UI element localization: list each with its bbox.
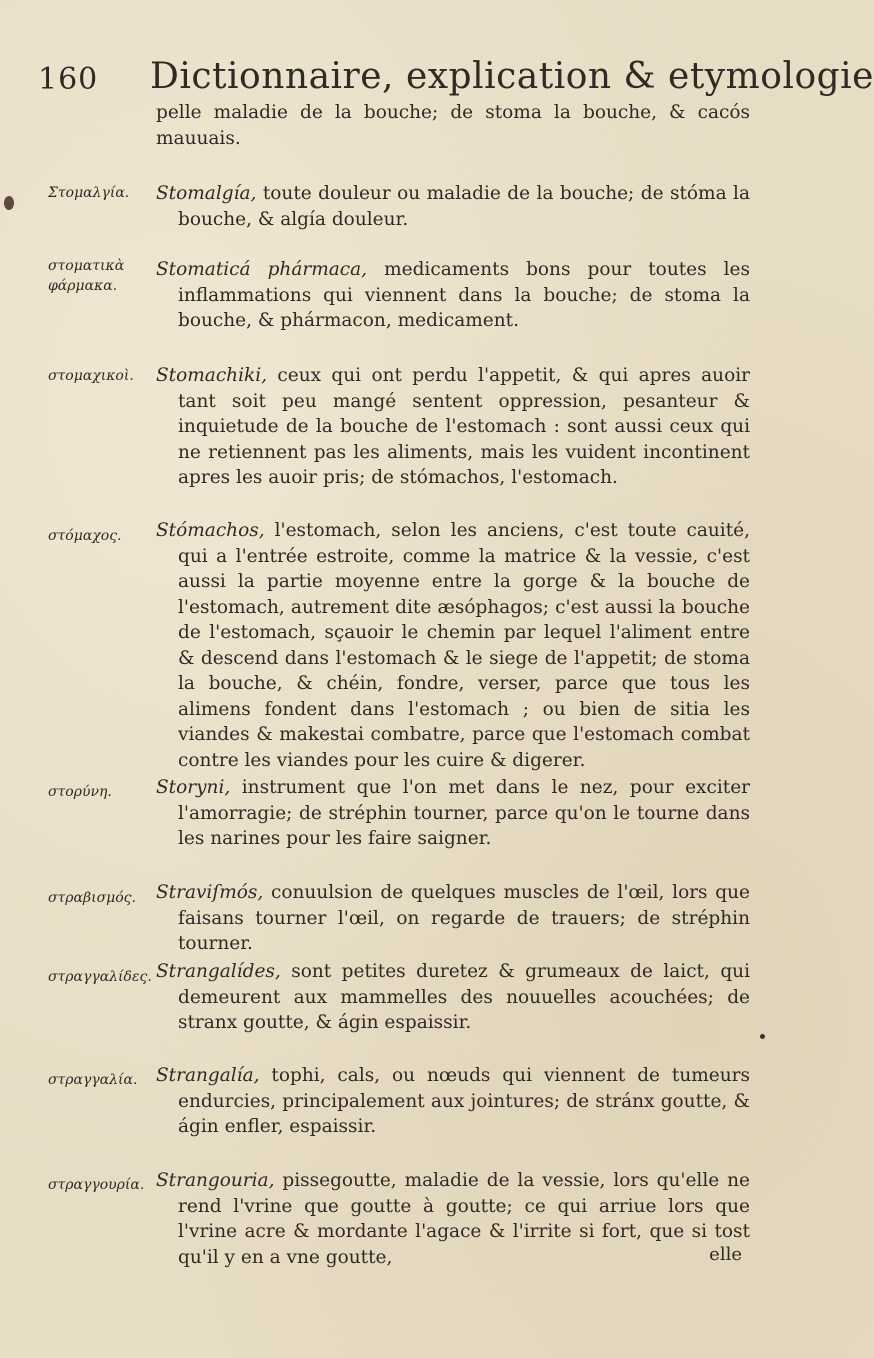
dictionary-entry (156, 1168, 750, 1270)
entry-greek-term: στραβισμός. (48, 890, 136, 906)
entry-definition: pissegoutte, maladie de la vessie, lors qu'elle ne rend l'vrine que goutte à goutte; ce qui arriue lors que l'vrine acre & mordante l'agace & l'irrite si fort, que si tost qu'il y en a vne goutte, (178, 1170, 750, 1268)
entry-headword: Straviſmós, (156, 882, 264, 903)
entry-definition: conuulsion de quelques muscles de l'œil, lors que faisans tourner l'œil, on regarde de trauers; de stréphin tourner. (178, 882, 750, 954)
dictionary-entry (156, 257, 750, 334)
dictionary-entry (156, 959, 750, 1036)
entry-greek-term: στομαχικοὶ. (48, 368, 134, 384)
entry-greek-term: στόμαχος. (48, 528, 122, 544)
entry-headword: Strangalídes, (156, 961, 281, 982)
dictionary-entry (156, 363, 750, 491)
page-number: 160 (38, 62, 99, 97)
entry-greek-term: στορύνη. (48, 784, 112, 800)
entry-definition: tophi, cals, ou nœuds qui viennent de tumeurs endurcies, principalement aux jointures; de stránx goutte, & ágin enfler, espaissir. (178, 1065, 750, 1137)
entry-definition: l'estomach, selon les anciens, c'est toute cauité, qui a l'entrée estroite, comme la matrice & la vessie, c'est aussi la partie moyenne entre la gorge & la bouche de l'estomach, autrement dite æsóphagos; c'est aussi la bouche de l'estomach, sçauoir le chemin par lequel l'aliment entre & descend dans l'estomach & le siege de l'appetit; de stoma la bouche, & chéin, fondre, verser, parce que tous les alimens fondent dans l'estomach ; ou bien de sitia les viandes & makestai combatre, parce que l'estomach combat contre les viandes pour les cuire & digerer. (178, 520, 750, 771)
entry-definition: medicaments bons pour toutes les inflammations qui viennent dans la bouche; de stoma la bouche, & phármacon, medicament. (178, 259, 750, 331)
dictionary-entry (156, 1063, 750, 1140)
continuation-body: pelle maladie de la bouche; de stoma la bouche, & cacós mauuais. (156, 102, 750, 149)
running-title: Dictionnaire, explication & etymologie (150, 56, 874, 97)
entry-definition: ceux qui ont perdu l'appetit, & qui apres auoir tant soit peu mangé sentent oppression, pesanteur & inquietude de la bouche de l'estomach : sont aussi ceux qui ne retiennent pas les aliments, mais les vuident incontinent apres les auoir pris; de stómachos, l'estomach. (178, 365, 750, 488)
entry-headword: Strangalía, (156, 1065, 260, 1086)
entry-headword: Stómachos, (156, 520, 265, 541)
entry-headword: Stomachiki, (156, 365, 268, 386)
entry-headword: Stomaticá phármaca, (156, 259, 368, 280)
catchword: elle (709, 1244, 742, 1265)
dictionary-entry (156, 880, 750, 957)
entry-definition: sont petites duretez & grumeaux de laict, qui demeurent aux mammelles des nouuelles acouchées; de stranx goutte, & ágin espaissir. (178, 961, 750, 1033)
dictionary-entry (156, 775, 750, 852)
entry-greek-term: στραγγουρία. (48, 1177, 145, 1193)
entry-definition: instrument que l'on met dans le nez, pour exciter l'amorragie; de stréphin tourner, parce qu'on le tourne dans les narines pour les faire saigner. (178, 777, 750, 849)
entry-headword: Stomalgía, (156, 183, 257, 204)
entry-greek-term: στοματικὰ φάρμακα. (48, 258, 125, 294)
dictionary-entry (156, 518, 750, 773)
entry-greek-term: στραγγαλία. (48, 1072, 138, 1088)
entry-definition: toute douleur ou maladie de la bouche; de stóma la bouche, & algía douleur. (178, 183, 750, 230)
ink-dot (760, 1034, 765, 1039)
entry-greek-term: Στομαλγία. (48, 185, 130, 201)
dictionary-entry (156, 181, 750, 232)
entry-headword: Strangouria, (156, 1170, 275, 1191)
ink-blot (4, 196, 14, 210)
entry-headword: Storyni, (156, 777, 231, 798)
entry-greek-term: στραγγαλίδες. (48, 969, 152, 985)
continuation-text (156, 100, 750, 151)
